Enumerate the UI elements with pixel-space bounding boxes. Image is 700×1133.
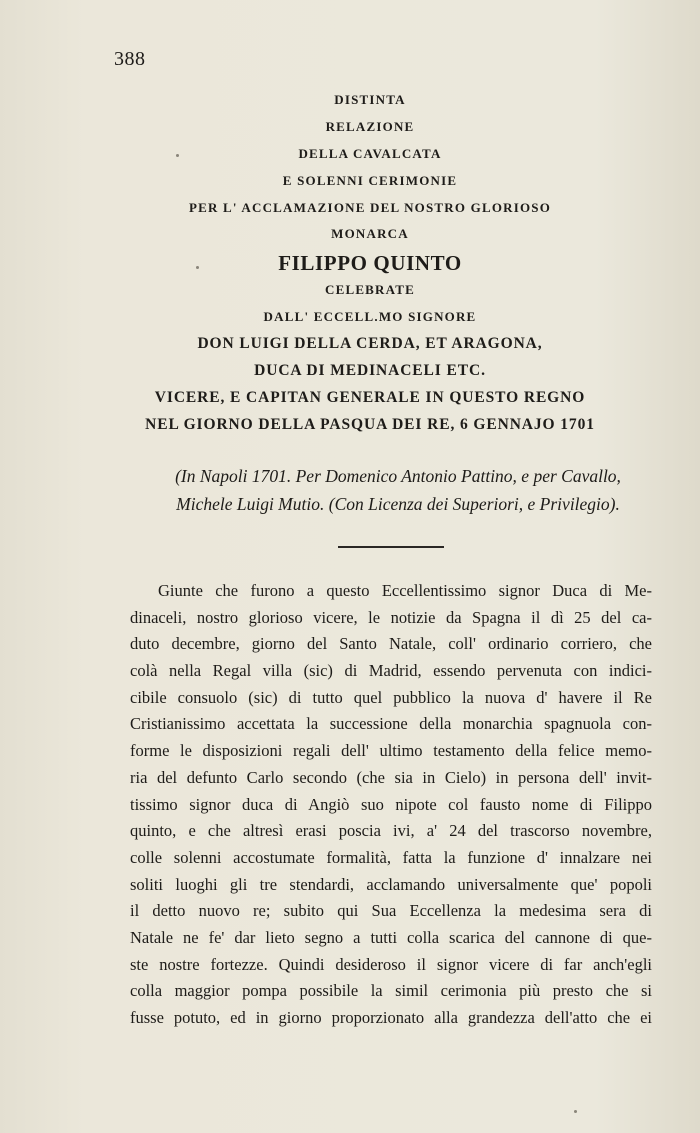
title-line-10: DON LUIGI DELLA CERDA, ET ARAGONA, (197, 335, 543, 353)
body-line: tissimo signor duca di Angiò suo nipote col fausto nome di Filippo (130, 794, 652, 814)
imprint-line-1: (In Napoli 1701. Per Domenico Antonio Pattino, e per Cavallo, (175, 466, 621, 486)
paper-speck (196, 266, 199, 269)
title-line-9: DALL' ECCELL.MO SIGNORE (263, 309, 477, 325)
title-line-2: RELAZIONE (325, 118, 415, 134)
body-line: forme le disposizioni regali dell' ultimo testamento della felice memo- (130, 741, 652, 761)
body-line: colla maggior pompa possibile la simil cerimonia più presto che si (130, 981, 652, 1001)
page-number: 388 (114, 48, 146, 70)
body-line: soliti luoghi gli tre stendardi, acclamando universalmente que' popoli (130, 874, 652, 894)
imprint-line-2: Michele Luigi Mutio. (Con Licenza dei Superiori, e Privilegio). (176, 494, 620, 514)
title-block (130, 90, 610, 442)
body-line: Giunte che furono a questo Eccellentissimo signor Duca di Me- (158, 581, 652, 600)
body-paragraph (130, 578, 652, 1032)
title-line-6: MONARCA (331, 226, 409, 242)
imprint-note (118, 462, 678, 518)
body-line: quinto, e che altresì erasi poscia ivi, a' 24 del trascorso novembre, (130, 821, 652, 841)
body-line: ria del defunto Carlo secondo (che sia in Cielo) in persona dell' invit- (130, 767, 652, 787)
title-line-5: PER L' ACCLAMAZIONE DEL NOSTRO GLORIOSO (188, 199, 552, 215)
title-line-1: DISTINTA (334, 92, 406, 107)
body-line: Cristianissimo accettata la successione della monarchia spagnuola con- (130, 714, 652, 734)
title-line-11: DUCA DI MEDINACELI ETC. (254, 362, 486, 380)
section-divider-rule (338, 546, 444, 548)
title-line-4: E SOLENNI CERIMONIE (282, 172, 458, 188)
body-line: colle solenni accostumate formalità, fatta la funzione d' innalzare nei (130, 847, 652, 867)
body-line: cibile consuolo (sic) di tutto quel pubblico la nuova d' havere il Re (130, 687, 652, 707)
body-line: duto decembre, giorno del Santo Natale, coll' ordinario corriero, che (130, 634, 652, 654)
paper-speck (176, 154, 179, 157)
title-line-8: CELEBRATE (324, 282, 416, 298)
title-line-12: VICERE, E CAPITAN GENERALE IN QUESTO REGNO (154, 388, 586, 406)
body-line: dinaceli, nostro glorioso vicere, le notizie da Spagna il dì 25 del ca- (130, 607, 652, 627)
body-line: fusse potuto, ed in giorno proporzionato alla grandezza dell'atto che ei (130, 1008, 652, 1027)
paper-speck (574, 1110, 577, 1113)
title-line-7-king-name: FILIPPO QUINTO (278, 251, 462, 276)
body-line: colà nella Regal villa (sic) di Madrid, essendo pervenuta con indici- (130, 661, 652, 681)
title-line-13: NEL GIORNO DELLA PASQUA DEI RE, 6 GENNAJO 1701 (145, 415, 595, 433)
title-line-3: DELLA CAVALCATA (298, 145, 442, 161)
body-line: Natale ne fe' dar lieto segno a tutti colla scarica del cannone di que- (130, 927, 652, 947)
body-line: il detto nuovo re; subito qui Sua Eccellenza la medesima sera di (130, 901, 652, 921)
body-line: ste nostre fortezze. Quindi desideroso il signor vicere di far anch'egli (130, 954, 652, 974)
